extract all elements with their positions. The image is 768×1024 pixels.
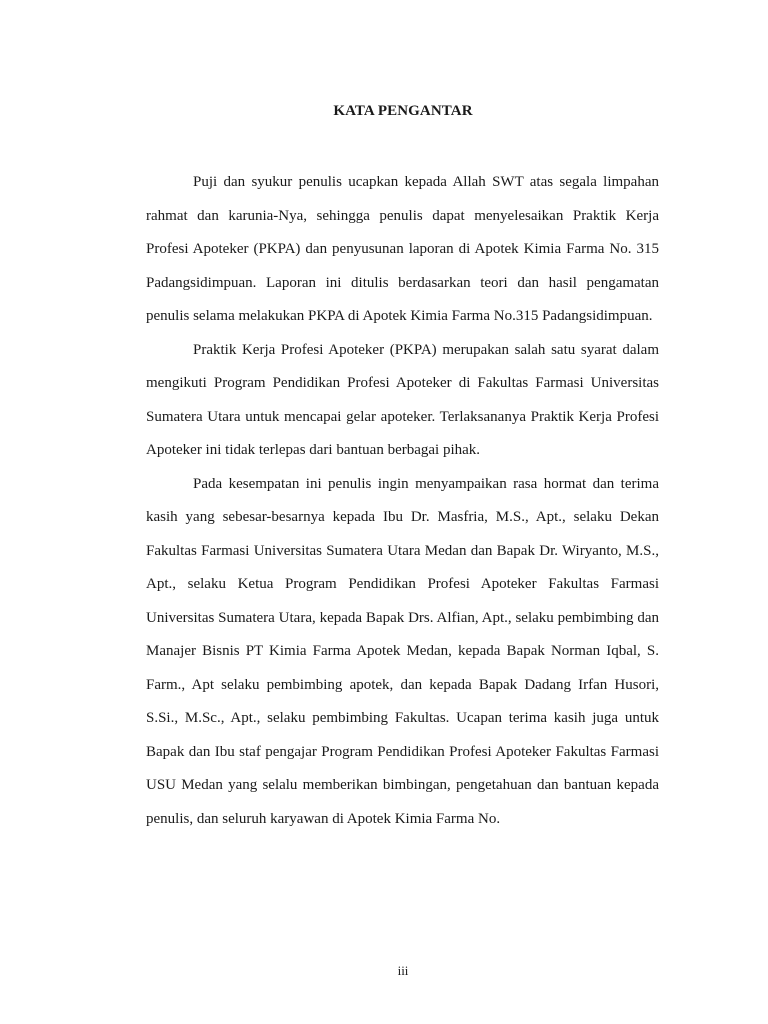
paragraph-2: Praktik Kerja Profesi Apoteker (PKPA) merupakan salah satu syarat dalam mengikuti Program Pendidikan Profesi Apoteker di Fakultas Farmasi Universitas Sumatera Utara untuk mencapai gelar apoteker. Terlaksananya Praktik Kerja Profesi Apoteker ini tidak terlepas dari bantuan berbagai pihak. <box>146 341 659 458</box>
paragraph-1: Puji dan syukur penulis ucapkan kepada Allah SWT atas segala limpahan rahmat dan karunia-Nya, sehingga penulis dapat menyelesaikan Praktik Kerja Profesi Apoteker (PKPA) dan penyusunan laporan di Apotek Kimia Farma No. 315 Padangsidimpuan. Laporan ini ditulis berdasarkan teori dan hasil pengamatan penulis selama melakukan PKPA di Apotek Kimia Farma No.315 Padangsidimpuan. <box>146 174 659 324</box>
page-title: KATA PENGANTAR <box>333 103 473 119</box>
page-number: iii <box>397 963 409 978</box>
document-body <box>146 166 659 836</box>
paragraph-3: Pada kesempatan ini penulis ingin menyampaikan rasa hormat dan terima kasih yang sebesar-besarnya kepada Ibu Dr. Masfria, M.S., Apt., selaku Dekan Fakultas Farmasi Universitas Sumatera Utara Medan dan Bapak Dr. Wiryanto, M.S., Apt., selaku Ketua Program Pendidikan Profesi Apoteker Fakultas Farmasi Universitas Sumatera Utara, kepada Bapak Drs. Alfian, Apt., selaku pembimbing dan Manajer Bisnis PT Kimia Farma Apotek Medan, kepada Bapak Norman Iqbal, S. Farm., Apt selaku pembimbing apotek, dan kepada Bapak Dadang Irfan Husori, S.Si., M.Sc., Apt., selaku pembimbing Fakultas. Ucapan terima kasih juga untuk Bapak dan Ibu staf pengajar Program Pendidikan Profesi Apoteker Fakultas Farmasi USU Medan yang selalu memberikan bimbingan, pengetahuan dan bantuan kepada penulis, dan seluruh karyawan di Apotek Kimia Farma No. <box>146 475 659 827</box>
